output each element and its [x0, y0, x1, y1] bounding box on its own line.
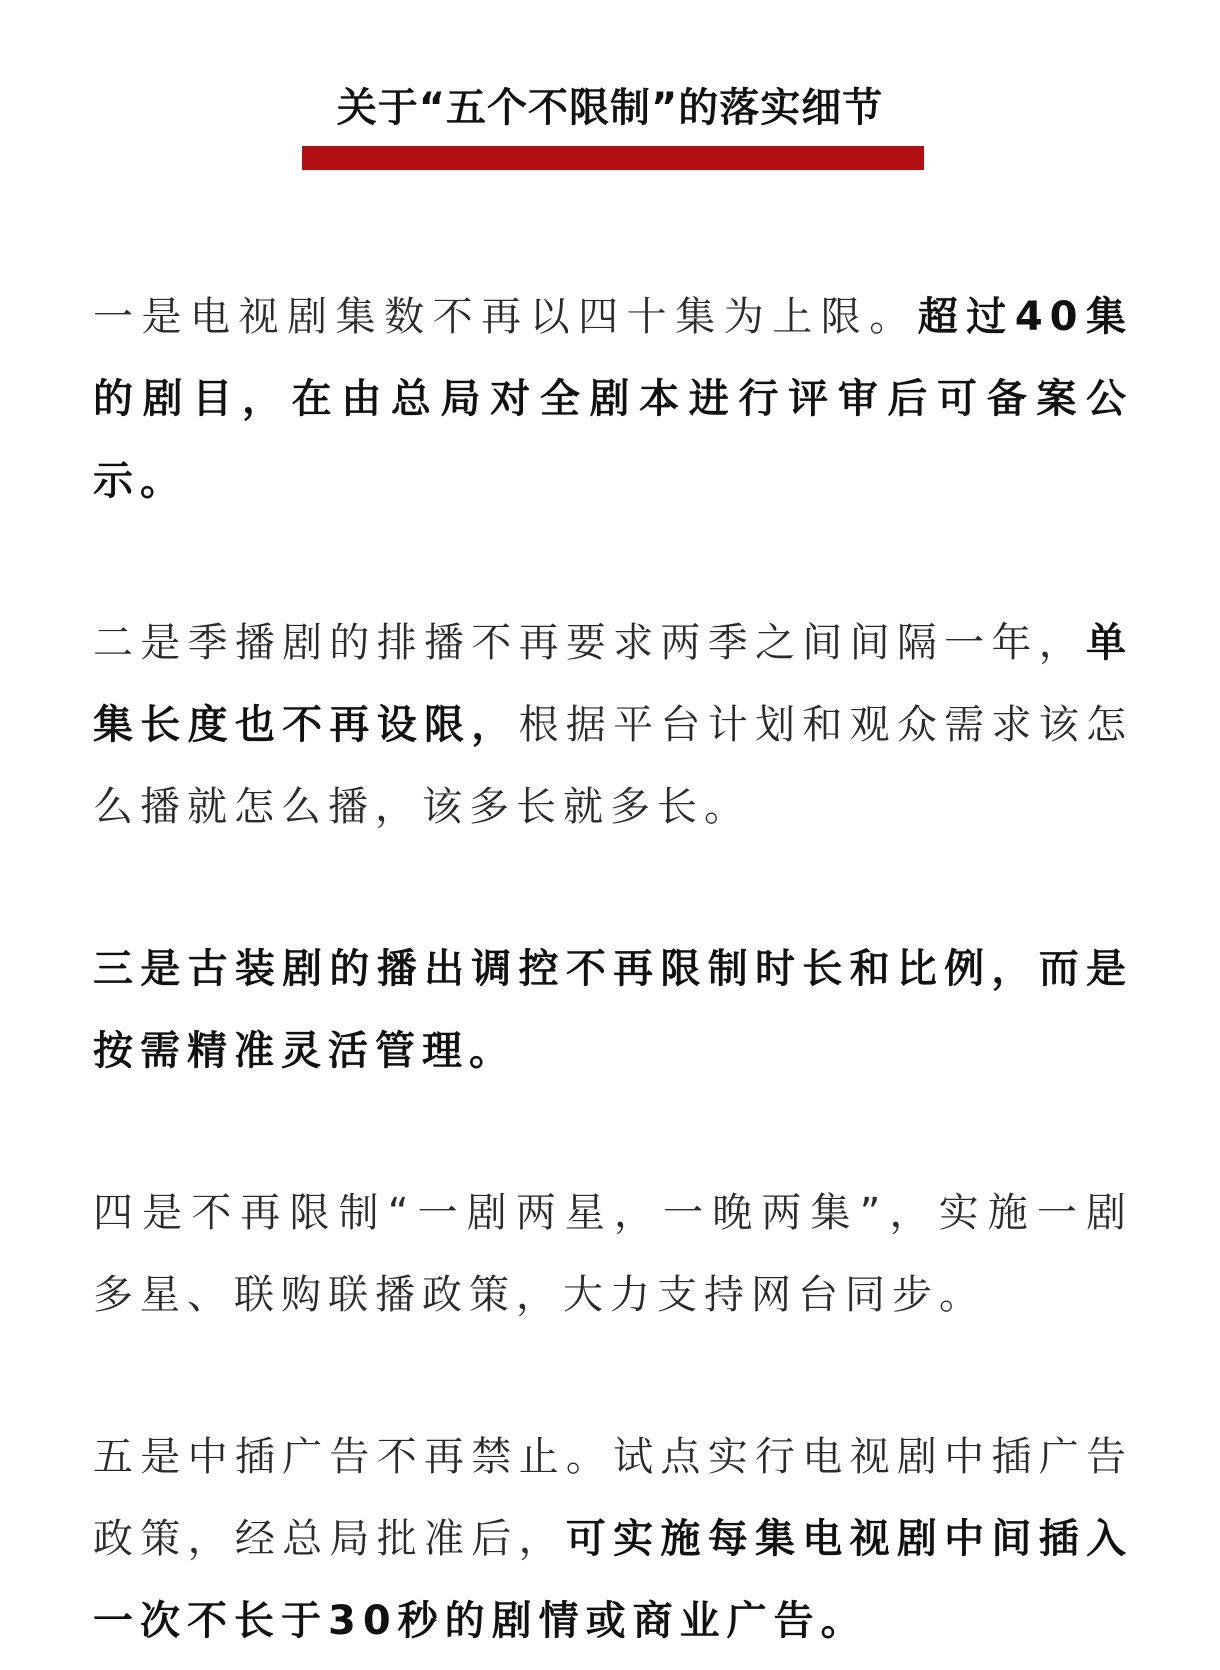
paragraph-1-text: 一是电视剧集数不再以四十集为上限。 — [93, 294, 918, 340]
paragraph-3-bold-text: 三是古装剧的播出调控不再限制时长和比例，而是按需精准灵活管理。 — [93, 946, 1133, 1074]
paragraph-3 — [93, 928, 1133, 1092]
paragraph-2-bold-text: 单集长度也不再设限， — [93, 620, 1133, 748]
paragraph-4 — [93, 1172, 1133, 1336]
paragraph-1-bold-text: 超过40集的剧目，在由总局对全剧本进行评审后可备案公示。 — [93, 294, 1133, 504]
paragraph-5-bold-text: 可实施每集电视剧中间插入一次不长于30秒的剧情或商业广告。 — [93, 1516, 1134, 1644]
paragraph-2 — [93, 602, 1133, 848]
paragraph-5-text: 五是中插广告不再禁止。试点实行电视剧中插广告政策，经总局批准后， — [93, 1434, 1133, 1562]
paragraph-2-text-a: 二是季播剧的排播不再要求两季之间间隔一年， — [93, 620, 1086, 666]
article-body — [93, 276, 1133, 1662]
paragraph-5 — [93, 1416, 1133, 1662]
paragraph-2-text-b: 根据平台计划和观众需求该怎么播就怎么播，该多长就多长。 — [93, 702, 1134, 830]
page-title: 关于“五个不限制”的落实细节 — [336, 85, 884, 131]
paragraph-4-text: 四是不再限制“一剧两星，一晚两集”，实施一剧多星、联购联播政策，大力支持网台同步。 — [93, 1190, 1133, 1318]
paragraph-1 — [93, 276, 1133, 522]
title-underline-bar — [302, 146, 924, 170]
